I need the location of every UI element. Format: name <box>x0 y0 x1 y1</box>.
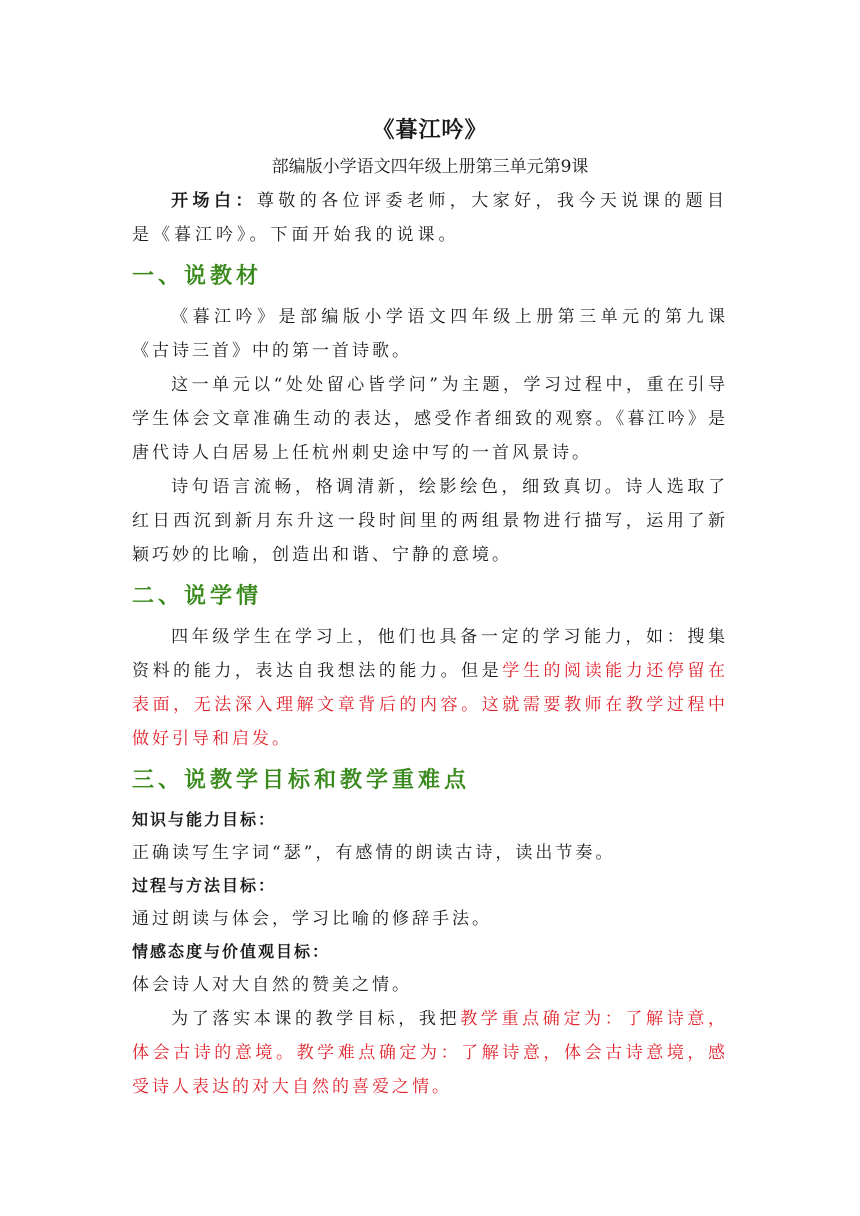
document-title: 《暮江吟》 <box>372 117 488 143</box>
opening-text: 尊敬的各位评委老师，大家好，我今天说课的题目是《暮江吟》。下面开始我的说课。 <box>132 191 729 245</box>
students-paragraph <box>132 620 728 756</box>
section-heading-students: 二、说学情 <box>132 583 263 609</box>
students-text: 四年级学生在学习上，他们也具备一定的学习能力，如：搜集资料的能力，表达自我想法的能力。但是 <box>132 627 728 681</box>
key-points-paragraph <box>132 1002 728 1104</box>
goal-emotion-text: 体会诗人对大自然的赞美之情。 <box>132 975 412 995</box>
goal-process-text: 通过朗读与体会，学习比喻的修辞手法。 <box>132 909 492 929</box>
goal-process-label: 过程与方法目标： <box>132 876 277 895</box>
document-subtitle: 部编版小学语文四年级上册第三单元第9课 <box>271 157 589 177</box>
opening-paragraph <box>132 184 728 252</box>
textbook-paragraph-1: 《暮江吟》是部编版小学语文四年级上册第三单元的第九课《古诗三首》中的第一首诗歌。 <box>132 307 728 361</box>
goal-knowledge-text: 正确读写生字词“瑟”，有感情的朗读古诗，读出节奏。 <box>132 843 616 863</box>
goal-knowledge-label: 知识与能力目标： <box>132 810 277 829</box>
textbook-paragraph-2: 这一单元以“处处留心皆学问”为主题，学习过程中，重在引导学生体会文章准确生动的表达，感受作者细致的观察。《暮江吟》是唐代诗人白居易上任杭州刺史途中写的一首风景诗。 <box>132 375 728 463</box>
document-page <box>132 112 728 1104</box>
textbook-paragraph-3: 诗句语言流畅，格调清新，绘影绘色，细致真切。诗人选取了红日西沉到新月东升这一段时间里的两组景物进行描写，运用了新颖巧妙的比喻，创造出和谐、宁静的意境。 <box>132 477 728 565</box>
goal-emotion-label: 情感态度与价值观目标： <box>132 942 331 961</box>
key-points-highlight-text: 教学重点确定为：了解诗意，体会古诗的意境。教学难点确定为：了解诗意，体会古诗意境，感受诗人表达的对大自然的喜爱之情。 <box>132 1009 729 1097</box>
section-heading-goals: 三、说教学目标和教学重难点 <box>132 767 471 793</box>
opening-label: 开场白： <box>171 191 257 211</box>
key-points-text: 为了落实本课的教学目标，我把 <box>171 1009 461 1029</box>
section-heading-textbook: 一、说教材 <box>132 263 263 289</box>
students-highlight-text: 学生的阅读能力还停留在表面，无法深入理解文章背后的内容。这就需要教师在教学过程中做好引导和启发。 <box>132 661 729 749</box>
